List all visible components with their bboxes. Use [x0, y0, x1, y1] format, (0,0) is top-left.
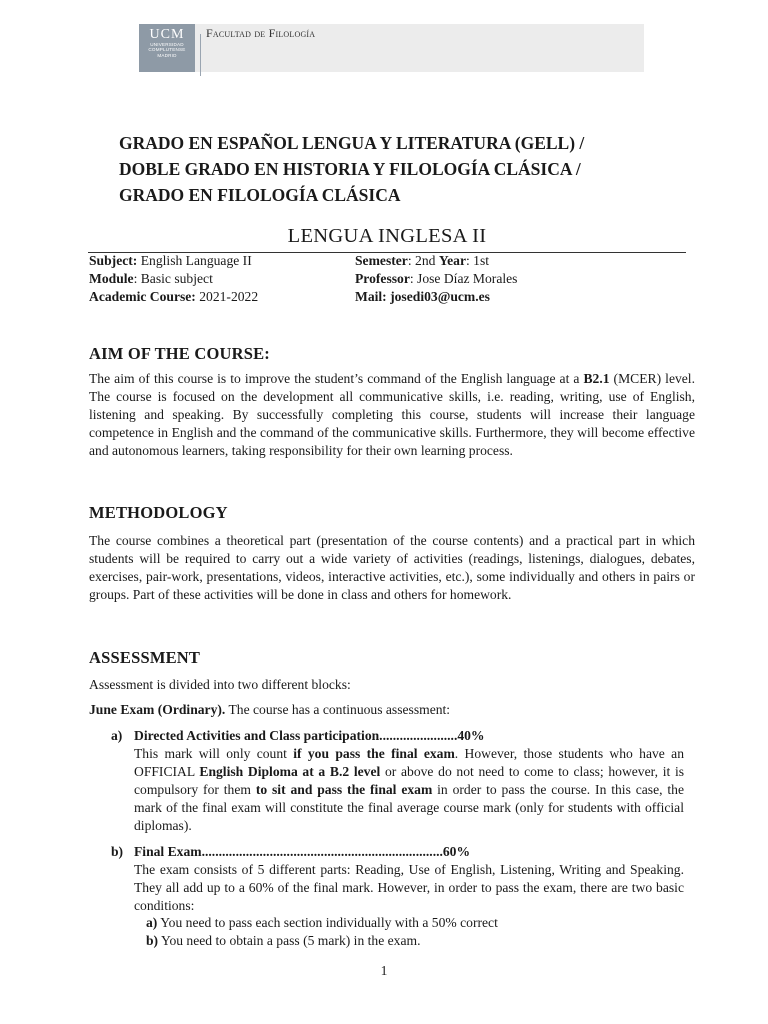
- mail-label: Mail:: [355, 289, 391, 304]
- header-divider: [200, 34, 201, 76]
- degree-line: GRADO EN FILOLOGÍA CLÁSICA: [119, 185, 401, 205]
- page-number: 1: [380, 963, 388, 978]
- item-b-marker: b): [111, 844, 124, 859]
- professor-value: : Jose Díaz Morales: [409, 271, 518, 286]
- methodology-heading: METHODOLOGY: [89, 503, 228, 522]
- course-title: LENGUA INGLESA II: [287, 225, 487, 247]
- academic-course-info: [89, 288, 258, 306]
- item-b-body: The exam consists of 5 different parts: Reading, Use of English, Listening, Writing and Speaking. They all add up to a 60% of the final mark. However, in order to pass the exam, there are two basic conditions:: [134, 862, 684, 914]
- condition-a: [146, 914, 498, 932]
- condition-b-text: You need to obtain a pass (5 mark) in the exam.: [158, 933, 421, 948]
- item-a-emphasis: to sit and pass the final exam: [255, 782, 433, 798]
- item-a-text: or above do not need to come to class; however, it is compulsory for them: [134, 764, 685, 798]
- academic-course-value: 2021-2022: [195, 289, 259, 304]
- subject-info: [89, 252, 252, 270]
- subject-label: Subject:: [89, 253, 138, 268]
- condition-a-text: You need to pass each section individually with a 50% correct: [157, 915, 498, 930]
- academic-course-label: Academic Course:: [89, 289, 196, 304]
- item-a-emphasis: English Diploma at a B.2 level: [199, 764, 381, 780]
- mail-value[interactable]: josedi03@ucm.es: [390, 289, 490, 304]
- condition-b-marker: b): [146, 933, 159, 948]
- item-a-text: in order to pass the course. In this case, the mark of the final exam will constitute the final average course mark (only for students with official diplomas).: [134, 782, 684, 834]
- aim-heading: AIM OF THE COURSE:: [89, 344, 270, 363]
- item-a-title: Directed Activities and Class participation.......................40%: [134, 728, 485, 743]
- degree-line: GRADO EN ESPAÑOL LENGUA Y LITERATURA (GELL) /: [119, 133, 585, 153]
- assessment-intro: Assessment is divided into two different blocks:: [89, 677, 351, 692]
- condition-b: [146, 932, 420, 950]
- item-b-title: Final Exam.......................................................................60%: [134, 844, 471, 859]
- mail-info: [355, 288, 490, 306]
- june-exam-line: [89, 701, 450, 719]
- logo-line: UNIVERSIDAD: [150, 42, 184, 47]
- logo-line: MADRID: [157, 52, 177, 58]
- june-exam-label: June Exam (Ordinary).: [89, 702, 226, 717]
- item-a-emphasis: if you pass the final exam: [293, 746, 455, 761]
- module-label: Module: [89, 271, 134, 286]
- module-info: [89, 270, 213, 288]
- logo-line: COMPLUTENSE: [148, 47, 186, 53]
- assessment-heading: ASSESSMENT: [89, 648, 201, 667]
- aim-paragraph: [89, 370, 695, 460]
- aim-text-rest: (MCER) level. The course is focused on the development all communicative skills, i.e. reading, writing, use of English, listening and speaking. By successfully completing this course, students will increase their language competence in English and the command of the communicative skills. Furthermore, they will become effective and autonomous learners, taking responsibility for their own learning process.: [89, 371, 695, 459]
- methodology-paragraph: The course combines a theoretical part (presentation of the course contents) and a practical part in which students will be required to carry out a wide variety of activities (readings, listenings, dialogues, debates, exercises, pair-work, presentations, videos, interactive activities, etc.), some individually and others in pairs or groups. Part of these activities will be done in class and others for homework.: [89, 533, 695, 603]
- professor-label: Professor: [355, 271, 410, 286]
- semester-label: Semester: [355, 253, 408, 268]
- faculty-name: Facultad de Filología: [206, 26, 316, 40]
- degree-line: DOBLE GRADO EN HISTORIA Y FILOLOGÍA CLÁSICA /: [119, 159, 581, 179]
- subject-value: English Language II: [137, 253, 252, 268]
- item-a-text: This mark will only count: [134, 746, 294, 761]
- module-value: : Basic subject: [133, 271, 213, 286]
- logo-mark: UCM: [149, 27, 185, 42]
- ucm-logo: [139, 24, 195, 72]
- degree-title: [119, 130, 699, 208]
- aim-text: The aim of this course is to improve the student’s command of the English language at a: [89, 371, 584, 386]
- condition-a-marker: a): [146, 915, 158, 930]
- item-a-marker: a): [111, 728, 123, 743]
- year-value: : 1st: [466, 253, 490, 268]
- semester-year-info: [355, 252, 489, 270]
- aim-level: B2.1: [583, 371, 610, 386]
- item-a-text: . However, those students who have an OFFICIAL: [134, 746, 684, 780]
- june-exam-text: The course has a continuous assessment:: [225, 702, 451, 717]
- semester-value: : 2nd: [407, 253, 439, 268]
- item-a-body: [134, 745, 684, 835]
- year-label: Year: [438, 253, 466, 268]
- professor-info: [355, 270, 517, 288]
